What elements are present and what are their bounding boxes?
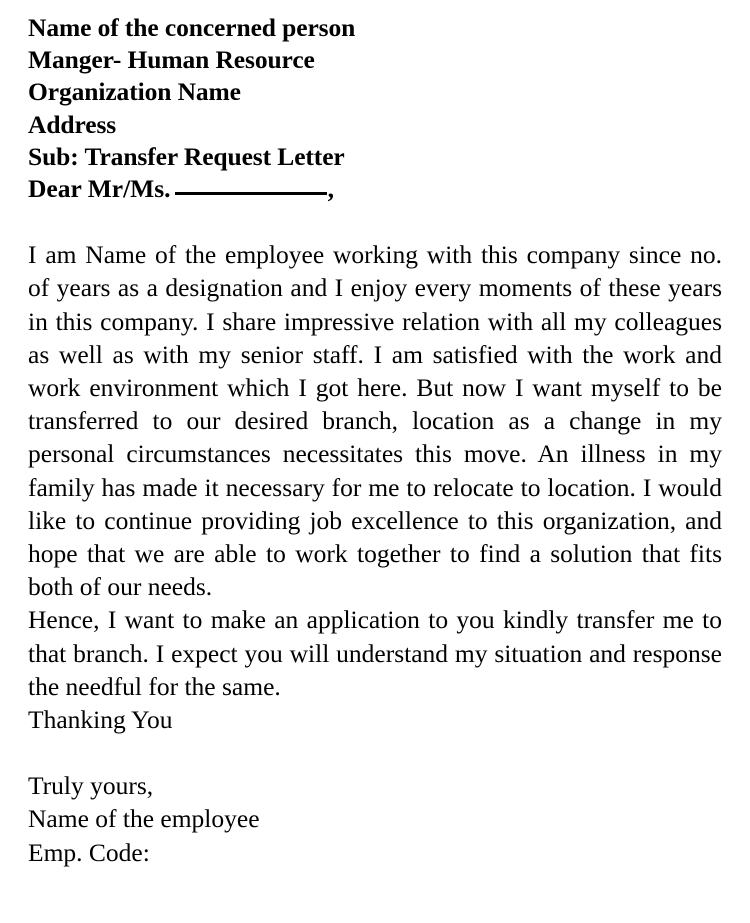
organization-name-line: Organization Name (28, 77, 241, 107)
closing-valediction: Truly yours, (28, 771, 154, 801)
body-paragraph-2: Hence, I want to make an application to you kindly transfer me to that branch. I expect you will understand my situation and response the needful for the same. (28, 605, 722, 701)
closing-employee-code: Emp. Code: (28, 837, 150, 867)
letter-header-block (28, 12, 722, 205)
body-paragraph-thanks: Thanking You (28, 705, 173, 735)
salutation-line (28, 173, 722, 205)
letter-body-block (28, 238, 722, 736)
header-body-spacer (28, 205, 722, 238)
body-closing-spacer (28, 736, 722, 769)
closing-employee-name: Name of the employee (28, 804, 260, 834)
salutation-blank-field[interactable] (175, 174, 327, 195)
body-paragraph-1: I am Name of the employee working with this company since no. of years as a designation and I enjoy every moments of these years in this company. I share impressive relation with all my colleagues as well as with my senior staff. I am satisfied with the work and work environment which I got here. But now I want myself to be transferred to our desired branch, location as a change in my personal circumstances necessitates this move. An illness in my family has made it necessary for me to relocate to location. I would like to continue providing job excellence to this organization, and hope that we are able to work together to find a solution that fits both of our needs. (28, 240, 722, 602)
recipient-name-line: Name of the concerned person (28, 13, 356, 42)
recipient-title-line: Manger- Human Resource (28, 45, 315, 75)
salutation-prefix: Dear Mr/Ms. (28, 174, 171, 204)
salutation-suffix: , (327, 174, 334, 204)
letter-closing-block (28, 769, 722, 869)
subject-line: Sub: Transfer Request Letter (28, 141, 345, 171)
address-line: Address (28, 109, 117, 139)
